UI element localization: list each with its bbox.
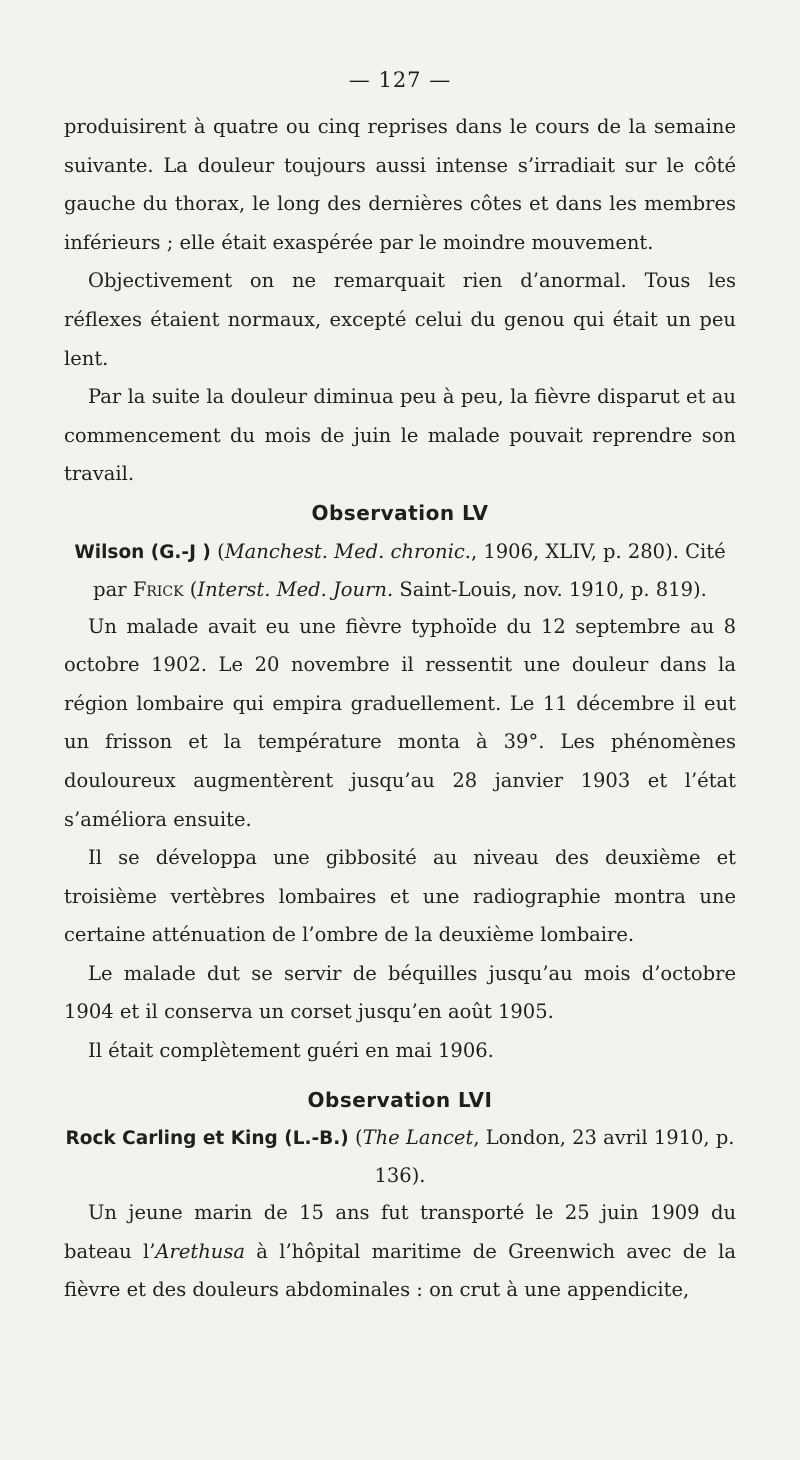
paragraph: Il était complètement guéri en mai 1906.	[88, 1039, 494, 1063]
paragraph: Objectivement on ne remarquait rien d’anormal. Tous les réflexes étaient normaux, excepté celui du genou qui était un peu lent.	[64, 269, 736, 370]
paragraph-text: à l’hôpital maritime de Greenwich avec de la fièvre et des douleurs abdominales : on crut à une appendicite,	[64, 1239, 736, 1302]
citation-journal: The Lancet	[362, 1126, 474, 1150]
paragraph	[64, 1194, 736, 1310]
page-number: — 127 —	[348, 68, 452, 92]
citation-prefix: Cité par	[93, 539, 726, 601]
citation-author: Rock Carling et King (L.-B.)	[65, 1128, 349, 1150]
citation-cited-author: Frick	[132, 577, 184, 601]
citation-paren: (	[217, 539, 225, 563]
citation-journal: Manchest. Med. chronic.	[224, 539, 471, 563]
paragraph: produisirent à quatre ou cinq reprises dans le cours de la semaine suivante. La douleur toujours aussi intense s’irradiait sur le côté gauche du thorax, le long des dernières côtes et dans les membres inférieurs ; elle était exaspérée par le moindre mouvement.	[64, 115, 736, 254]
citation-journal: Interst. Med. Journ.	[197, 577, 394, 601]
paragraph-text: Un jeune marin de 15 ans fut transporté le 25 juin 1909 du bateau l’	[64, 1201, 736, 1263]
page-text	[64, 108, 736, 1310]
section-heading-observation-lvi: Observation LVI	[307, 1087, 493, 1112]
citation-reference: Saint-Louis, nov. 1910, p. 819).	[399, 577, 707, 601]
citation-paren: (	[354, 1126, 363, 1150]
paragraph: Par la suite la douleur diminua peu à peu, la fièvre disparut et au commencement du mois de juin le malade pouvait reprendre son travail.	[64, 385, 736, 486]
citation-author: Wilson (G.-J )	[74, 541, 211, 563]
paragraph: Un malade avait eu une fièvre typhoïde du 12 septembre au 8 octobre 1902. Le 20 novembre il ressentit une douleur dans la région lombaire qui empira graduellement. Le 11 décembre il eut un frisson et la température monta à 39°. Les phénomènes douloureux augmentèrent jusqu’au 28 janvier 1903 et l’état s’améliora ensuite.	[64, 614, 736, 831]
ship-name: Arethusa	[155, 1239, 245, 1263]
citation-reference: , London, 23 avril 1910, p. 136).	[374, 1126, 735, 1188]
citation-paren: (	[189, 577, 198, 601]
citation	[64, 1119, 736, 1194]
section-heading-observation-lv: Observation LV	[311, 500, 489, 525]
paragraph: Le malade dut se servir de béquilles jusqu’au mois d’octobre 1904 et il conserva un corset jusqu’en août 1905.	[64, 961, 736, 1024]
citation-reference: , 1906, XLIV, p. 280).	[470, 539, 679, 563]
paragraph: Il se développa une gibbosité au niveau des deuxième et troisième vertèbres lombaires et une radiographie montra une certaine atténuation de l’ombre de la deuxième lombaire.	[64, 846, 736, 947]
citation	[64, 533, 736, 608]
